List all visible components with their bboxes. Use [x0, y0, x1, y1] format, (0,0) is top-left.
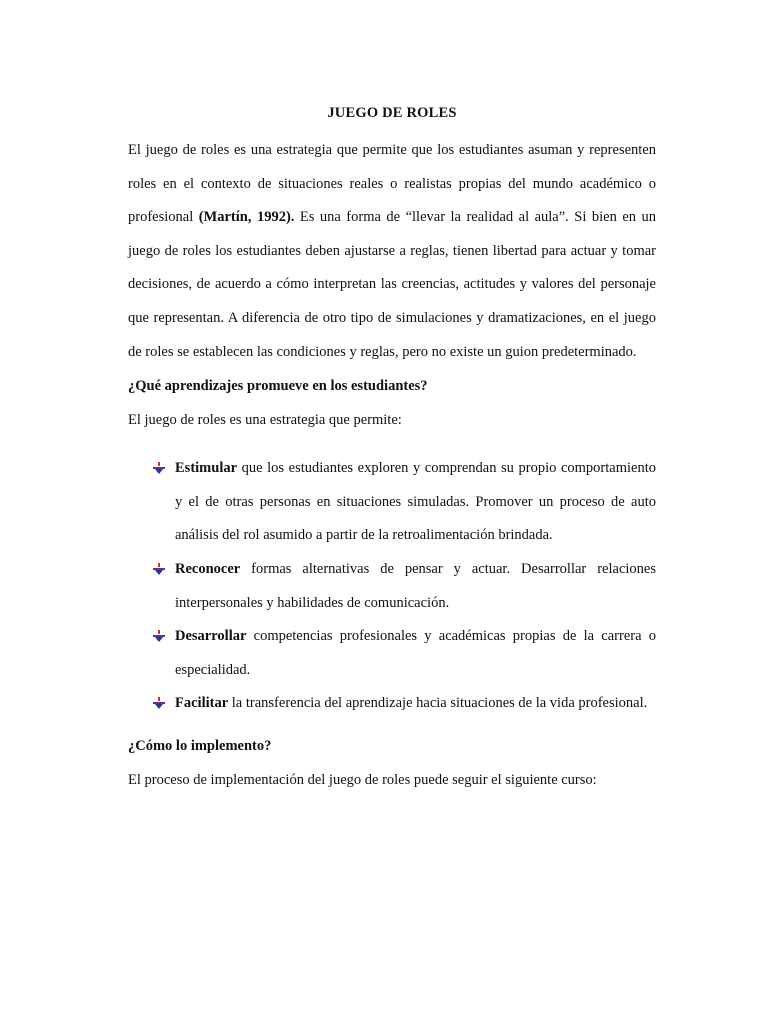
arrow-bullet-icon	[153, 697, 165, 709]
intro-text-start: El juego de roles es una estrategia que permite que los estudiantes asuman y representen roles en el contexto de situaciones reales o realistas propias del mundo académico o profesional	[128, 142, 656, 226]
bullet-lead: Reconocer	[175, 560, 241, 577]
bullet-text: formas alternativas de pensar y actuar. Desarrollar relaciones interpersonales y habilidades de comunicación.	[175, 560, 656, 611]
list-item	[128, 620, 656, 687]
learning-bullet-list	[128, 452, 656, 721]
section-intro-implementation: El proceso de implementación del juego de roles puede seguir el siguiente curso:	[128, 771, 597, 788]
citation: (Martín, 1992).	[198, 209, 295, 226]
document-page	[128, 103, 656, 790]
arrow-bullet-icon	[153, 563, 165, 575]
arrow-bullet-icon	[153, 462, 165, 474]
arrow-bullet-icon	[153, 630, 165, 642]
list-item	[128, 452, 656, 553]
bullet-lead: Desarrollar	[175, 628, 247, 645]
section-heading-implementation: ¿Cómo lo implemento?	[128, 737, 272, 754]
section-heading-learning: ¿Qué aprendizajes promueve en los estudiantes?	[128, 378, 428, 395]
bullet-text: competencias profesionales y académicas propias de la carrera o especialidad.	[175, 628, 656, 678]
bullet-lead: Facilitar	[175, 695, 229, 712]
bullet-lead: Estimular	[175, 460, 238, 477]
section-intro-learning: El juego de roles es una estrategia que permite:	[128, 412, 402, 429]
intro-paragraph	[128, 134, 656, 369]
list-item	[128, 553, 656, 620]
list-item	[128, 687, 656, 721]
document-title: JUEGO DE ROLES	[327, 105, 457, 121]
bullet-text: la transferencia del aprendizaje hacia situaciones de la vida profesional.	[228, 695, 648, 712]
bullet-text: que los estudiantes exploren y comprendan su propio comportamiento y el de otras personas en situaciones simuladas. Promover un proceso de auto análisis del rol asumido a partir de la retroalimentación brindada.	[175, 460, 656, 544]
intro-text-end: Es una forma de “llevar la realidad al aula”. Si bien en un juego de roles los estudiantes deben ajustarse a reglas, tienen libertad para actuar y tomar decisiones, de acuerdo a cómo interpretan las creencias, actitudes y valores del personaje que representan. A diferencia de otro tipo de simulaciones y dramatizaciones, en el juego de roles se establecen las condiciones y reglas, pero no existe un guion predeterminado.	[128, 209, 656, 360]
